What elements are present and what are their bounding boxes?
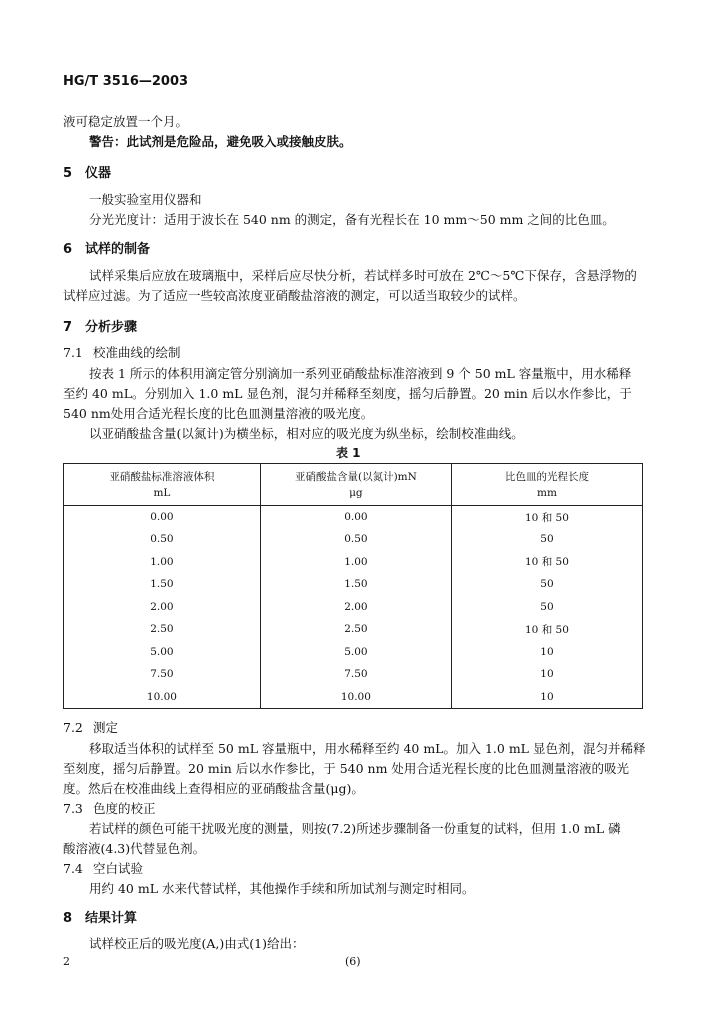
table-cell: 2.50 — [64, 618, 261, 641]
table-cell: 10 和 50 — [451, 618, 642, 641]
paragraph-line: 至约 40 mL。分别加入 1.0 mL 显色剂，混匀并稀释至刻度，摇匀后静置。20 min 后以水作参比，于 — [63, 386, 632, 401]
paragraph-line: 以亚硝酸盐含量(以氮计)为横坐标，相对应的吸光度为纵坐标，绘制校准曲线。 — [89, 426, 524, 441]
header-unit: mL — [153, 486, 171, 499]
section-8-heading — [63, 907, 137, 926]
subsection-title: 测定 — [93, 720, 119, 735]
paragraph-line: 分光光度计：适用于波长在 540 nm 的测定，备有光程长在 10 mm～50 mm 之间的比色皿。 — [89, 212, 615, 227]
subsection-7-1-heading — [63, 343, 181, 361]
table-cell: 2.00 — [64, 596, 261, 619]
warning-line: 警告：此试剂是危险品，避免吸入或接触皮肤。 — [89, 134, 352, 149]
paragraph-line: 用约 40 mL 水来代替试样，其他操作手续和所加试剂与测定时相同。 — [89, 881, 475, 896]
table-cell: 10 和 50 — [451, 506, 642, 529]
section-number: 7 — [63, 320, 73, 335]
paragraph-line: 按表 1 所示的体积用滴定管分别滴加一系列亚硝酸盐标准溶液到 9 个 50 mL 容量瓶中，用水稀释 — [89, 366, 632, 381]
table-row — [64, 551, 643, 574]
table-row — [64, 596, 643, 619]
paragraph-line: 一般实验室用仪器和 — [89, 192, 202, 207]
paragraph-line: 移取适当体积的试样至 50 mL 容量瓶中，用水稀释至约 40 mL。加入 1.0 mL 显色剂，混匀并稀释 — [89, 741, 646, 756]
table-header-cell — [451, 464, 642, 506]
subsection-number: 7.1 — [63, 345, 83, 360]
table-cell: 0.00 — [260, 506, 451, 529]
table-cell: 10 — [451, 686, 642, 709]
subsection-number: 7.2 — [63, 720, 83, 735]
table-cell: 0.50 — [260, 528, 451, 551]
section-title: 分析步骤 — [85, 320, 138, 335]
section-number: 8 — [63, 911, 73, 926]
table-caption: 表 1 — [336, 446, 361, 460]
subsection-7-4-heading — [63, 859, 143, 877]
paragraph-line: 试样校正后的吸光度(A,)由式(1)给出： — [89, 936, 305, 951]
table-cell: 1.00 — [260, 551, 451, 574]
table-header-row — [64, 464, 643, 506]
header-label: 比色皿的光程长度 — [504, 470, 589, 483]
subsection-title: 色度的校正 — [93, 801, 156, 816]
table-cell: 0.50 — [64, 528, 261, 551]
table-cell: 10.00 — [260, 686, 451, 709]
subsection-title: 校准曲线的绘制 — [93, 345, 181, 360]
paragraph-line: 540 nm处用合适光程长度的比色皿测量溶液的吸光度。 — [63, 406, 374, 421]
table-cell: 10 — [451, 641, 642, 664]
section-number: 5 — [63, 166, 73, 181]
table-row — [64, 618, 643, 641]
table-cell: 5.00 — [64, 641, 261, 664]
subsection-title: 空白试验 — [93, 861, 144, 876]
table-cell: 10 — [451, 663, 642, 686]
table-header-cell — [64, 464, 261, 506]
table-cell: 50 — [451, 596, 642, 619]
table-cell: 2.50 — [260, 618, 451, 641]
table-row — [64, 506, 643, 529]
table-cell: 0.00 — [64, 506, 261, 529]
header-unit: mm — [537, 486, 557, 499]
table-cell: 50 — [451, 573, 642, 596]
paragraph-line: 至刻度，摇匀后静置。20 min 后以水作参比，于 540 nm 处用合适光程长度的比色皿测量溶液的吸光 — [63, 761, 629, 776]
section-title: 试样的制备 — [85, 242, 151, 257]
sheet-number: (6) — [345, 955, 361, 968]
section-number: 6 — [63, 242, 73, 257]
paragraph-line: 液可稳定放置一个月。 — [63, 114, 189, 129]
table-cell: 2.00 — [260, 596, 451, 619]
table-row — [64, 686, 643, 709]
header-unit: μg — [349, 486, 363, 499]
subsection-number: 7.4 — [63, 861, 83, 876]
section-title: 仪器 — [85, 166, 112, 181]
table-cell: 7.50 — [64, 663, 261, 686]
paragraph-line: 度。然后在校准曲线上查得相应的亚硝酸盐含量(μg)。 — [63, 781, 364, 796]
section-7-heading — [63, 316, 137, 335]
table-row — [64, 641, 643, 664]
table-row — [64, 573, 643, 596]
header-label: 亚硝酸盐含量(以氮计)mN — [294, 470, 417, 483]
calibration-table — [63, 463, 643, 709]
table-cell: 1.00 — [64, 551, 261, 574]
table-header-cell — [260, 464, 451, 506]
paragraph-line: 试样采集后应放在玻璃瓶中，采样后应尽快分析，若试样多时可放在 2℃～5℃下保存，含悬浮物的 — [89, 268, 637, 283]
table-cell: 7.50 — [260, 663, 451, 686]
table-cell: 5.00 — [260, 641, 451, 664]
subsection-number: 7.3 — [63, 801, 83, 816]
table-row — [64, 663, 643, 686]
table-cell: 10.00 — [64, 686, 261, 709]
page-number: 2 — [63, 955, 70, 968]
subsection-7-2-heading — [63, 718, 118, 736]
table-row — [64, 528, 643, 551]
table-cell: 10 和 50 — [451, 551, 642, 574]
paragraph-line: 若试样的颜色可能干扰吸光度的测量，则按(7.2)所述步骤制备一份重复的试料，但用 1.0 mL 磷 — [89, 821, 621, 836]
paragraph-line: 试样应过滤。为了适应一些较高浓度亚硝酸盐溶液的测定，可以适当取较少的试样。 — [63, 288, 526, 303]
section-title: 结果计算 — [85, 911, 138, 926]
section-6-heading — [63, 238, 150, 257]
subsection-7-3-heading — [63, 799, 156, 817]
section-5-heading — [63, 162, 111, 181]
standard-code-header: HG/T 3516—2003 — [63, 74, 189, 89]
header-label: 亚硝酸盐标准溶液体积 — [109, 470, 215, 483]
paragraph-line: 酸溶液(4.3)代替显色剂。 — [63, 841, 206, 856]
table-cell: 1.50 — [260, 573, 451, 596]
table-cell: 1.50 — [64, 573, 261, 596]
table-cell: 50 — [451, 528, 642, 551]
